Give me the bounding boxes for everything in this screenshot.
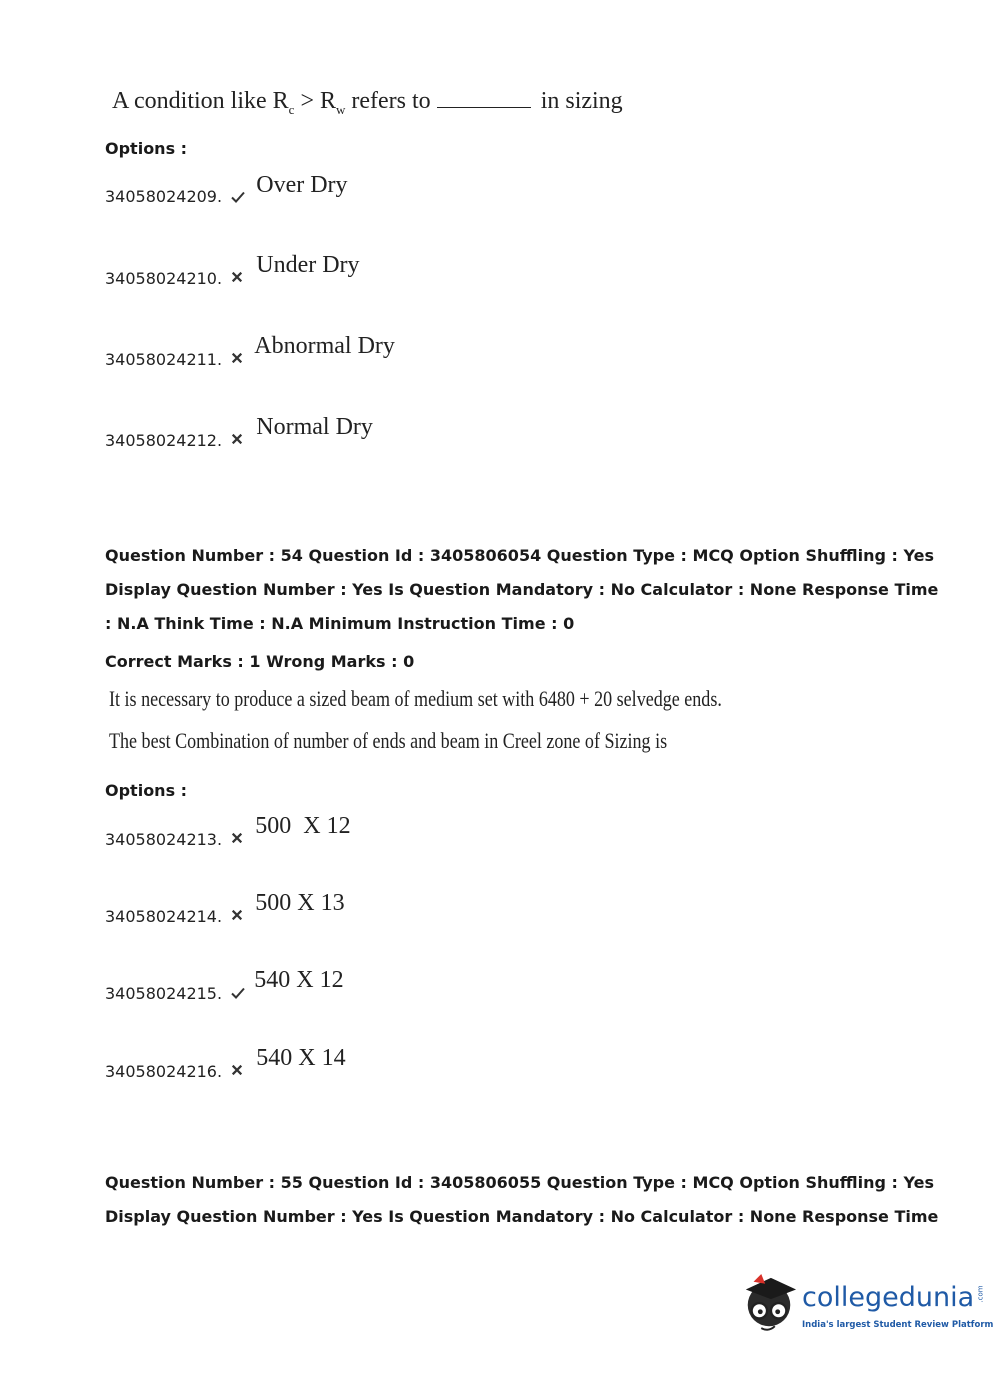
answer-blank (437, 89, 531, 108)
option-id: 34058024215. (105, 984, 223, 1003)
logo-name: collegedunia (802, 1282, 975, 1313)
logo-tld: .com (976, 1285, 985, 1303)
options-label: Options : (105, 781, 188, 800)
check-icon (231, 986, 245, 1000)
question-stem: The best Combination of number of ends and beam in Creel zone of Sizing is (109, 728, 668, 753)
option-text: 500 X 12 (255, 813, 351, 839)
option-id: 34058024209. (105, 187, 223, 206)
logo-tagline: India's largest Student Review Platform (802, 1320, 994, 1330)
option-row[interactable] (105, 252, 360, 288)
question-meta: : N.A Think Time : N.A Minimum Instruction Time : 0 (105, 614, 575, 633)
option-row[interactable] (105, 414, 373, 450)
question-meta: Question Number : 54 Question Id : 3405806054 Question Type : MCQ Option Shuffling : Yes (105, 546, 935, 565)
option-text: Under Dry (256, 252, 360, 278)
option-text: Normal Dry (256, 414, 373, 440)
question-meta: Question Number : 55 Question Id : 3405806055 Question Type : MCQ Option Shuffling : Yes (105, 1173, 935, 1192)
cross-icon (231, 271, 243, 283)
option-row[interactable] (105, 967, 344, 1003)
option-id: 34058024211. (105, 350, 223, 369)
option-row[interactable] (105, 1045, 346, 1081)
cross-icon (231, 352, 243, 364)
question-stem: It is necessary to produce a sized beam of medium set with 6480 + 20 selvedge ends. (109, 686, 722, 711)
option-id: 34058024212. (105, 431, 223, 450)
option-row[interactable] (105, 890, 345, 926)
option-id: 34058024210. (105, 269, 223, 288)
cross-icon (231, 909, 243, 921)
mascot-icon (740, 1270, 798, 1338)
option-row[interactable] (105, 813, 351, 849)
question-meta: Display Question Number : Yes Is Question Mandatory : No Calculator : None Response Time (105, 1207, 939, 1226)
option-row[interactable] (105, 333, 395, 369)
option-text: Over Dry (256, 172, 348, 198)
check-icon (231, 190, 245, 204)
cross-icon (231, 1064, 243, 1076)
option-text: 540 X 14 (256, 1045, 346, 1071)
option-id: 34058024213. (105, 830, 223, 849)
option-id: 34058024214. (105, 907, 223, 926)
cross-icon (231, 832, 243, 844)
collegedunia-logo (740, 1270, 994, 1342)
question-stem: A condition like $R_c > R_w$ refers to in sizing (112, 88, 623, 117)
option-text: Abnormal Dry (254, 333, 395, 359)
option-text: 500 X 13 (255, 890, 345, 916)
question-meta: Display Question Number : Yes Is Question Mandatory : No Calculator : None Response Time (105, 580, 939, 599)
option-text: 540 X 12 (254, 967, 344, 993)
option-id: 34058024216. (105, 1062, 223, 1081)
marks-info: Correct Marks : 1 Wrong Marks : 0 (105, 652, 415, 671)
options-label: Options : (105, 139, 188, 158)
option-row[interactable] (105, 172, 348, 206)
cross-icon (231, 433, 243, 445)
